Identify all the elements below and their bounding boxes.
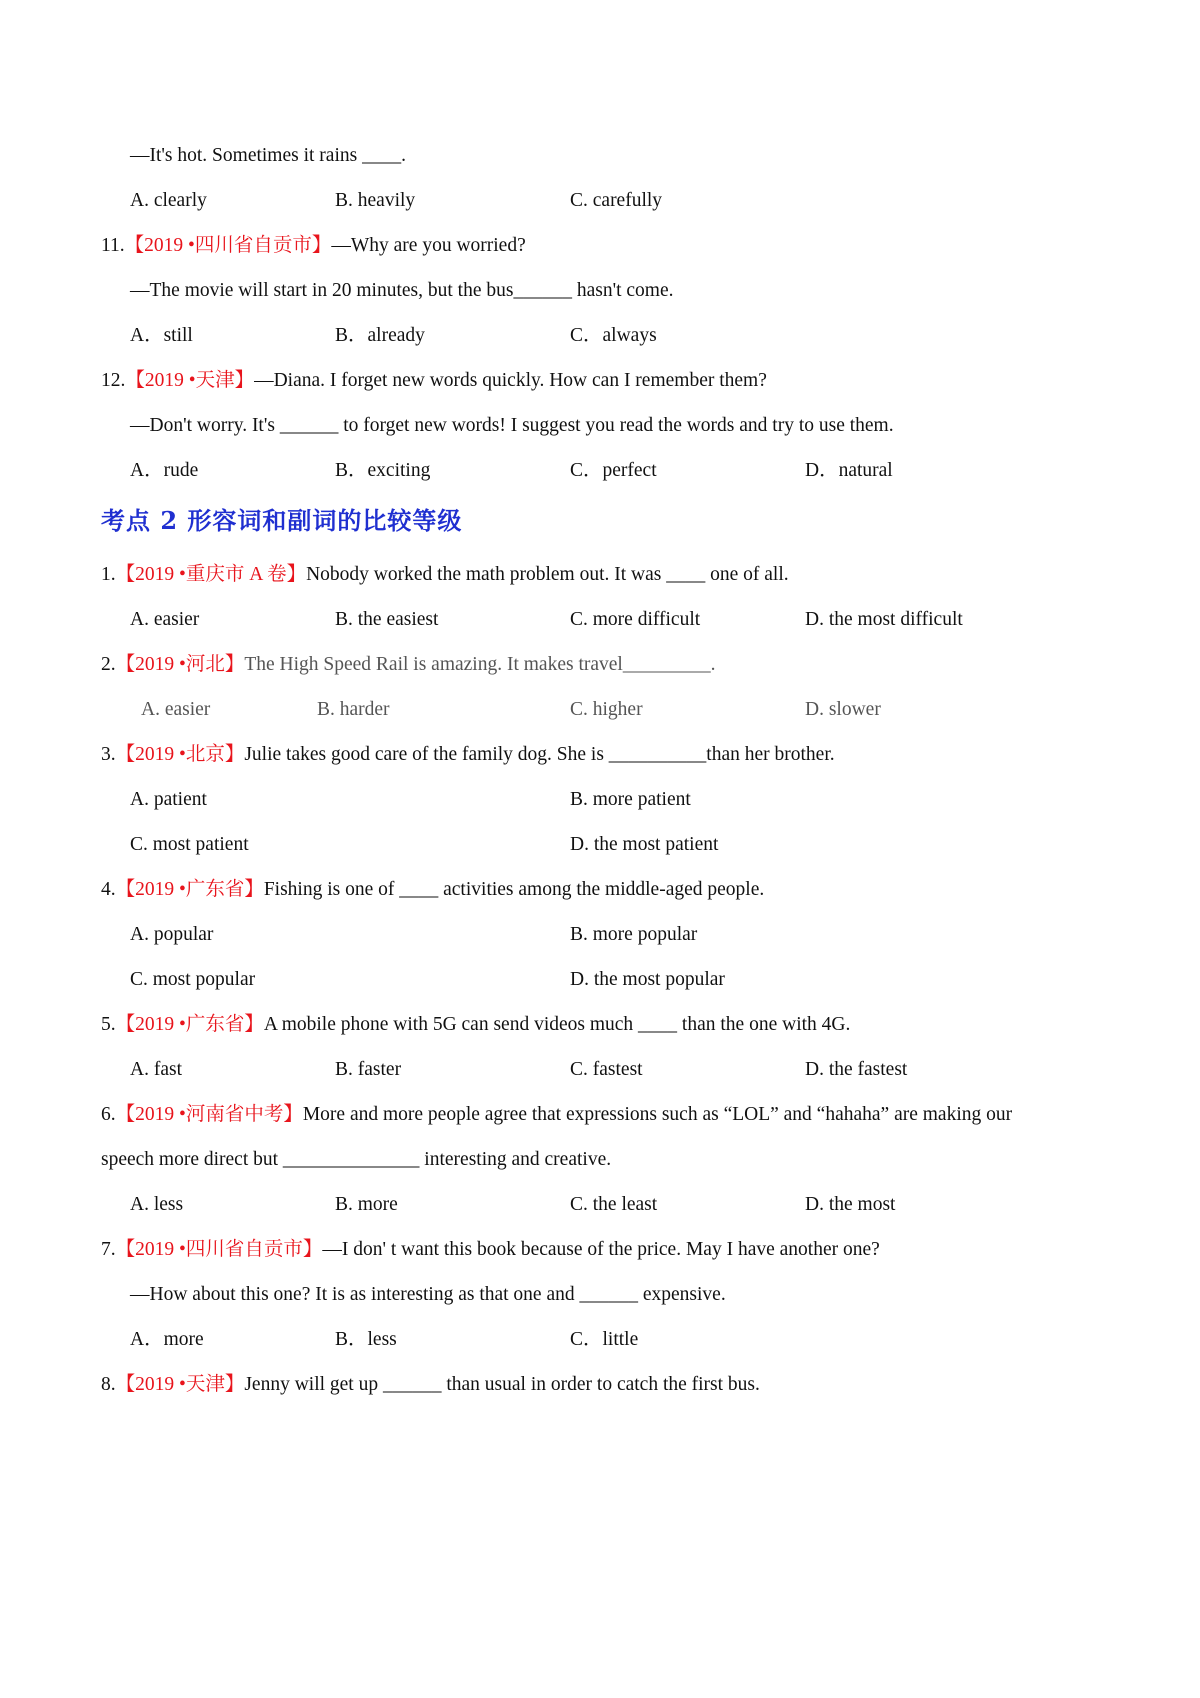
source-tag: 【2019 •广东省】 (115, 1014, 264, 1035)
option-d: D．natural (805, 460, 893, 481)
option-c: C. carefully (570, 190, 663, 211)
option-b: B. harder (317, 699, 390, 720)
option-c: C. fastest (570, 1059, 643, 1080)
question-2 (101, 655, 715, 675)
option-a: A. easier (141, 699, 211, 720)
option-d: D. the most popular (570, 969, 725, 990)
question-stem: More and more people agree that expressions such as “LOL” and “hahaha” are making our (302, 1104, 1013, 1125)
option-b: B. faster (335, 1059, 402, 1080)
option-b: B. more (335, 1194, 398, 1215)
option-d: D. the most patient (570, 834, 719, 855)
option-b: B. more patient (570, 789, 691, 810)
option-b: B．exciting (335, 460, 431, 481)
option-c: C. more difficult (570, 609, 701, 630)
option-c: C．little (570, 1329, 639, 1350)
question-line: —How about this one? It is as interesting as that one and ______ expensive. (130, 1284, 726, 1305)
option-a: A. popular (130, 924, 214, 945)
source-tag: 【2019 •重庆市 A 卷】 (115, 564, 307, 585)
option-a: A. less (130, 1194, 184, 1215)
source-tag: 【2019 •河北】 (115, 654, 245, 675)
question-number: 7. (101, 1239, 116, 1260)
question-line: —Don't worry. It's ______ to forget new words! I suggest you read the words and try to use them. (130, 415, 894, 436)
question-stem: Fishing is one of ____ activities among the middle-aged people. (263, 879, 765, 900)
source-tag: 【2019 •北京】 (115, 744, 245, 765)
question-number: 8. (101, 1374, 116, 1395)
option-a: A．still (130, 325, 193, 346)
question-stem: —Diana. I forget new words quickly. How can I remember them? (254, 370, 767, 391)
option-d: D. the most (805, 1194, 896, 1215)
question-5 (101, 1015, 850, 1035)
question-line: —The movie will start in 20 minutes, but the bus______ hasn't come. (130, 280, 674, 301)
option-a: A. easier (130, 609, 200, 630)
question-4 (101, 880, 764, 900)
option-c: C. most popular (130, 969, 256, 990)
question-1 (101, 565, 789, 585)
option-a: A. fast (130, 1059, 182, 1080)
question-line: speech more direct but ______________ interesting and creative. (101, 1149, 612, 1170)
source-tag: 【2019 •天津】 (115, 1374, 245, 1395)
question-11 (101, 236, 526, 256)
question-6 (101, 1105, 1012, 1125)
question-8 (101, 1375, 760, 1395)
option-a: A．rude (130, 460, 199, 481)
question-line: —It's hot. Sometimes it rains ____. (130, 145, 406, 166)
question-stem: A mobile phone with 5G can send videos much ____ than the one with 4G. (263, 1014, 851, 1035)
question-12 (101, 371, 767, 391)
question-number: 3. (101, 744, 116, 765)
source-tag: 【2019 •四川省自贡市】 (124, 235, 332, 256)
source-tag: 【2019 •天津】 (125, 370, 255, 391)
question-stem: —Why are you worried? (331, 235, 526, 256)
option-d: D. the fastest (805, 1059, 908, 1080)
question-number: 4. (101, 879, 116, 900)
source-tag: 【2019 •广东省】 (115, 879, 264, 900)
option-c: C. most patient (130, 834, 249, 855)
question-number: 2. (101, 654, 116, 675)
question-3 (101, 745, 835, 765)
question-number: 5. (101, 1014, 116, 1035)
option-b: B. the easiest (335, 609, 439, 630)
option-b: B. more popular (570, 924, 698, 945)
option-b: B．less (335, 1329, 397, 1350)
option-b: B．already (335, 325, 425, 346)
question-stem: The High Speed Rail is amazing. It makes travel_________. (244, 654, 716, 675)
question-stem: Nobody worked the math problem out. It was ____ one of all. (306, 564, 789, 585)
option-c: C．perfect (570, 460, 657, 481)
source-tag: 【2019 •河南省中考】 (115, 1104, 303, 1125)
option-a: A. patient (130, 789, 207, 810)
option-d: D. slower (805, 699, 881, 720)
option-c: C. the least (570, 1194, 658, 1215)
question-stem: —I don' t want this book because of the price. May I have another one? (322, 1239, 880, 1260)
option-d: D. the most difficult (805, 609, 963, 630)
question-stem: Julie takes good care of the family dog. She is __________than her brother. (244, 744, 835, 765)
question-number: 1. (101, 564, 116, 585)
question-number: 6. (101, 1104, 116, 1125)
question-7 (101, 1240, 880, 1260)
option-c: C. higher (570, 699, 643, 720)
source-tag: 【2019 •四川省自贡市】 (115, 1239, 323, 1260)
section-heading: 考点 2 形容词和副词的比较等级 (101, 506, 463, 535)
option-c: C．always (570, 325, 657, 346)
question-number: 11. (101, 235, 125, 256)
question-number: 12. (101, 370, 126, 391)
option-a: A．more (130, 1329, 204, 1350)
question-stem: Jenny will get up ______ than usual in order to catch the first bus. (244, 1374, 760, 1395)
option-b: B. heavily (335, 190, 416, 211)
option-a: A. clearly (130, 190, 207, 211)
